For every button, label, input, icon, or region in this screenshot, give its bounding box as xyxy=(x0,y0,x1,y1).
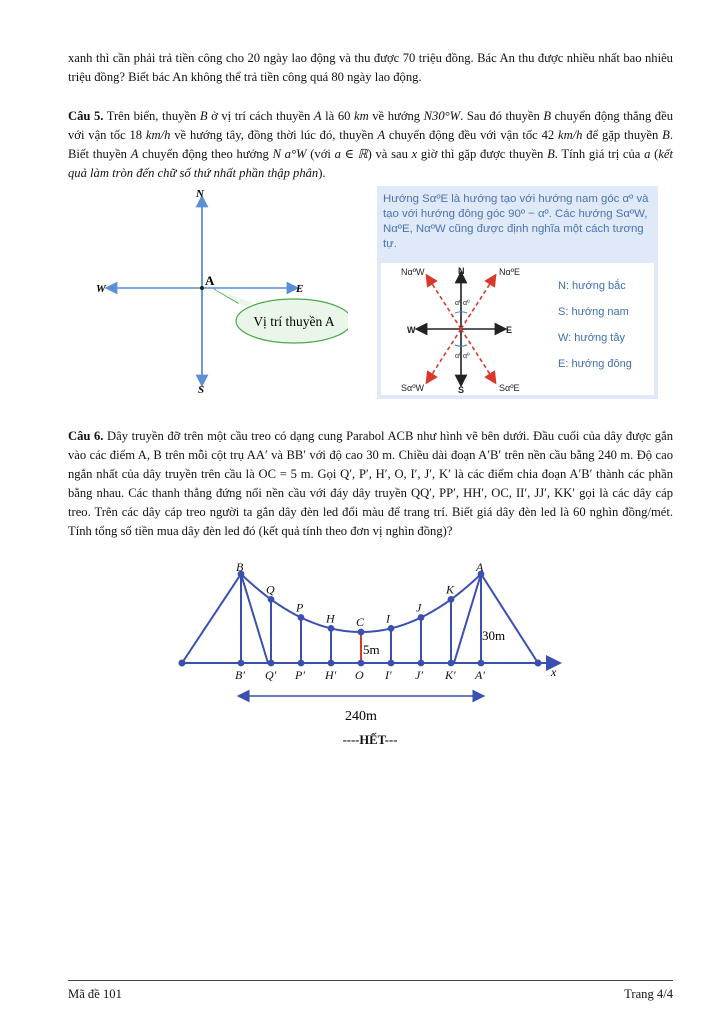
length-label: 240m xyxy=(345,709,377,724)
callout-text: Vị trí thuyền A xyxy=(253,314,335,329)
cable-point-5 xyxy=(389,626,394,631)
top-label-5: I xyxy=(386,611,390,626)
svg-text:αº: αº xyxy=(463,300,470,307)
left-anchor xyxy=(180,661,185,666)
page-number: Trang 4/4 xyxy=(624,987,673,1001)
top-label-1: Q xyxy=(266,582,275,597)
footer-divider xyxy=(68,980,673,981)
deck-point-0 xyxy=(239,661,244,666)
deck-point-4 xyxy=(359,661,364,666)
top-label-2: P xyxy=(296,600,304,615)
label-saw: SαºW xyxy=(401,383,424,393)
compass-e: E xyxy=(296,283,304,295)
cable-point-3 xyxy=(329,626,334,631)
svg-text:αº: αº xyxy=(455,353,462,360)
deck-point-3 xyxy=(329,661,334,666)
deck-point-8 xyxy=(479,661,484,666)
q6-label: Câu 6. xyxy=(68,429,104,443)
svg-text:αº: αº xyxy=(455,300,462,307)
intro-paragraph xyxy=(68,49,673,87)
cable-point-1 xyxy=(269,597,274,602)
top-label-3: H xyxy=(326,611,335,626)
bottom-label-6: J′ xyxy=(415,668,423,682)
svg-text:N: N xyxy=(458,266,465,276)
bottom-label-0: B′ xyxy=(235,668,245,682)
top-label-6: J xyxy=(416,600,422,615)
deck-point-2 xyxy=(299,661,304,666)
x-axis-label: x xyxy=(551,665,557,679)
compass-w: W xyxy=(96,283,106,295)
info-text: Hướng SαºE là hướng tạo với hướng nam góc αº và tạo với hướng đông góc 90º − αº. Các hướng SαºW, NαºE, NαºW cũng được định nghĩa một cách tương tự. xyxy=(383,193,649,250)
label-nae: NαºE xyxy=(499,267,520,277)
legend-s: S: hướng nam xyxy=(558,306,629,318)
direction-diagram xyxy=(381,263,654,395)
intro-line-2: nhất bao nhiêu triệu đồng? Biết bác An không thể trả tiền công quá 80 ngày lao động. xyxy=(68,51,673,84)
top-label-4: C xyxy=(356,615,365,629)
q5-label: Câu 5. xyxy=(68,109,104,123)
bottom-label-5: I′ xyxy=(385,668,392,682)
end-mark: ----HẾT--- xyxy=(342,733,398,747)
cable-point-4 xyxy=(359,630,364,635)
top-label-8: A xyxy=(476,562,484,574)
exam-code: Mã đề 101 xyxy=(68,987,122,1001)
top-label-0: B xyxy=(236,562,244,574)
bottom-label-4: O xyxy=(355,668,364,682)
bottom-label-7: K′ xyxy=(445,668,456,682)
compass-n: N xyxy=(196,188,204,200)
legend-e: E: hướng đông xyxy=(558,358,632,370)
deck-point-7 xyxy=(449,661,454,666)
info-diagram-panel xyxy=(381,263,654,395)
legend-n: N: hướng bắc xyxy=(558,280,626,292)
bottom-label-1: Q′ xyxy=(265,668,277,682)
compass-s: S xyxy=(198,384,205,395)
bridge-figure xyxy=(170,562,570,737)
compass-a: A xyxy=(205,273,215,288)
question-5: Câu 5. Trên biển, thuyền B ở vị trí cách thuyền A là 60 km về hướng N30°W. Sau đó thuyền B chuyển động thẳng đều với vận tốc 18 km/h về hướng tây, đồng thời lúc đó, thuyền A chuyển động đều với vận tốc 42 km/h để gặp thuyền B. Biết thuyền A chuyển động theo hướng N a°W (với a ∈ ℝ) và sau x giờ thì gặp được thuyền B. Tính giá trị của a (kết quả làm tròn đến chữ số thứ nhất phần thập phân). xyxy=(68,109,673,180)
top-label-7: K xyxy=(446,582,455,597)
deck-point-1 xyxy=(269,661,274,666)
compass-figure xyxy=(88,185,348,395)
cable-point-7 xyxy=(449,597,454,602)
svg-text:αº: αº xyxy=(463,353,470,360)
svg-text:E: E xyxy=(506,325,513,335)
height-label: 30m xyxy=(482,628,506,643)
svg-text:S: S xyxy=(458,385,465,395)
label-sae: SαºE xyxy=(499,383,520,393)
oc-label: 5m xyxy=(363,642,380,657)
bottom-label-3: H′ xyxy=(325,668,337,682)
bottom-label-8: A′ xyxy=(475,668,485,682)
right-anchor xyxy=(536,661,541,666)
label-naw: NαºW xyxy=(401,267,425,277)
q6-body: Dây truyền đỡ trên một cầu treo có dạng cung Parabol ACB như hình vẽ bên dưới. Đầu cuối của dây được gắn vào các điểm A, B trên mỗi cột trụ AA′ và BB′ với độ cao 30 m. Chiều dài đoạn A′B′ trên nền cầu bằng 240 m. Độ cao ngắn nhất của dây truyền trên cầu là OC = 5 m. Gọi Q′, P′, H′, O, I′, J′, K′ là các điểm chia đoạn A′B′ thành các phần bằng nhau. Các thanh thẳng đứng nối nền cầu với đáy dây truyền QQ′, PP′, HH′, OC, II′, JJ′, KK′ gọi là các dây cáp treo. Trên các dây cáp treo người ta gắn dây đèn led đổi màu để trang trí. Biết giá dây đèn led là 60 nghìn đồng/mét. Tính tổng số tiền mua dây đèn led đó (kết quả tính theo đơn vị nghìn đồng)? xyxy=(68,429,673,538)
bottom-label-2: P′ xyxy=(295,668,305,682)
svg-text:W: W xyxy=(407,325,416,335)
cable-point-6 xyxy=(419,615,424,620)
legend-w: W: hướng tây xyxy=(558,332,625,344)
deck-point-5 xyxy=(389,661,394,666)
deck-point-6 xyxy=(419,661,424,666)
cable-point-2 xyxy=(299,615,304,620)
direction-info-box xyxy=(377,186,658,399)
intro-line-1: xanh thì cần phải trả tiền công cho 20 ngày lao động và thu được 70 triệu đồng. Bác An thu được nhiều xyxy=(68,51,595,65)
question-6 xyxy=(68,427,673,541)
